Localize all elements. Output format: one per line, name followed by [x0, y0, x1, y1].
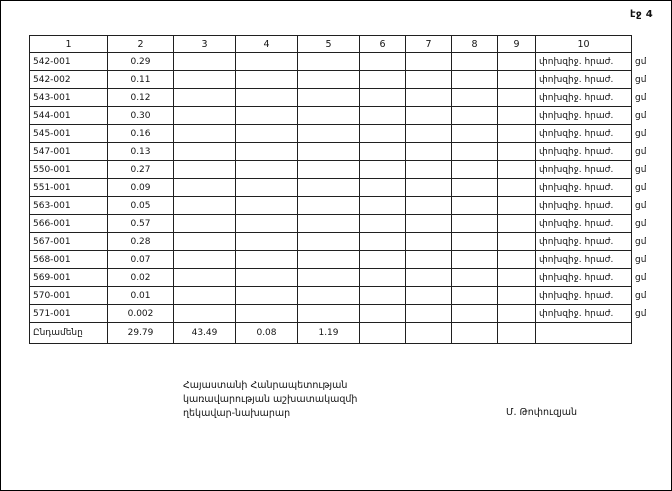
cell-col7 [406, 107, 452, 125]
cell-tail: ցմ [635, 254, 647, 265]
cell-col9 [498, 215, 536, 233]
cell-col9 [498, 251, 536, 269]
cell-col2: 0.29 [108, 53, 174, 71]
cell-col8 [452, 287, 498, 305]
cell-col5 [298, 143, 360, 161]
cell-col5 [298, 287, 360, 305]
cell-col4 [236, 179, 298, 197]
cell-col6 [360, 305, 406, 323]
table-row [30, 161, 647, 179]
cell-col5 [298, 53, 360, 71]
cell-col2: 0.05 [108, 197, 174, 215]
column-header-7: 7 [406, 36, 452, 53]
cell-col7 [406, 161, 452, 179]
total-col7 [406, 323, 452, 344]
cell-col7 [406, 143, 452, 161]
total-tail [632, 323, 647, 344]
cell-code: 547-001 [30, 143, 108, 161]
total-note [536, 323, 632, 344]
cell-note: փոխզիջ. հրաժ. [536, 197, 632, 215]
cell-col2: 0.02 [108, 269, 174, 287]
total-col5: 1.19 [298, 323, 360, 344]
cell-tail: ցմ [635, 56, 647, 67]
cell-col4 [236, 161, 298, 179]
cell-col7 [406, 179, 452, 197]
cell-col4 [236, 125, 298, 143]
cell-col9 [498, 161, 536, 179]
table-row [30, 143, 647, 161]
cell-col9 [498, 53, 536, 71]
cell-col2: 0.002 [108, 305, 174, 323]
cell-code: 569-001 [30, 269, 108, 287]
cell-col5 [298, 251, 360, 269]
cell-col3 [174, 71, 236, 89]
table-row [30, 215, 647, 233]
cell-col9 [498, 71, 536, 89]
cell-col6 [360, 53, 406, 71]
cell-col6 [360, 143, 406, 161]
cell-tail: ցմ [635, 164, 647, 175]
cell-col3 [174, 305, 236, 323]
cell-col2: 0.57 [108, 215, 174, 233]
cell-tail: ցմ [635, 308, 647, 319]
cell-col8 [452, 53, 498, 71]
cell-note: փոխզիջ. հրաժ. [536, 251, 632, 269]
cell-col4 [236, 71, 298, 89]
cell-col9 [498, 143, 536, 161]
footer-line-2: կառավարության աշխատակազմի [183, 394, 358, 405]
total-col6 [360, 323, 406, 344]
cell-col5 [298, 215, 360, 233]
cell-tail: ցմ [635, 74, 647, 85]
cell-col2: 0.12 [108, 89, 174, 107]
cell-tail: ցմ [635, 218, 647, 229]
cell-col9 [498, 125, 536, 143]
cell-code: 570-001 [30, 287, 108, 305]
cell-col3 [174, 251, 236, 269]
cell-col4 [236, 287, 298, 305]
cell-col7 [406, 287, 452, 305]
table-row [30, 305, 647, 323]
cell-col5 [298, 179, 360, 197]
cell-col8 [452, 215, 498, 233]
cell-note: փոխզիջ. հրաժ. [536, 179, 632, 197]
column-header-9: 9 [498, 36, 536, 53]
table-header-row [30, 36, 647, 53]
cell-note: փոխզիջ. հրաժ. [536, 287, 632, 305]
cell-col3 [174, 161, 236, 179]
cell-tail: ցմ [635, 92, 647, 103]
cell-tail: ցմ [635, 182, 647, 193]
cell-code: 543-001 [30, 89, 108, 107]
cell-code: 563-001 [30, 197, 108, 215]
cell-tail: ցմ [635, 272, 647, 283]
cell-col6 [360, 125, 406, 143]
cell-col5 [298, 89, 360, 107]
cell-tail: ցմ [635, 236, 647, 247]
cell-col3 [174, 107, 236, 125]
cell-code: 571-001 [30, 305, 108, 323]
table-row [30, 269, 647, 287]
table-row [30, 125, 647, 143]
data-table [29, 35, 647, 344]
cell-col2: 0.30 [108, 107, 174, 125]
cell-note: փոխզիջ. հրաժ. [536, 305, 632, 323]
cell-code: 550-001 [30, 161, 108, 179]
column-header-5: 5 [298, 36, 360, 53]
cell-col7 [406, 251, 452, 269]
cell-col4 [236, 305, 298, 323]
cell-col5 [298, 161, 360, 179]
cell-col8 [452, 305, 498, 323]
footer-line-3: ղեկավար-նախարար [183, 408, 291, 419]
cell-col5 [298, 197, 360, 215]
total-col4: 0.08 [236, 323, 298, 344]
cell-col7 [406, 89, 452, 107]
cell-code: 542-001 [30, 53, 108, 71]
cell-tail: ցմ [635, 290, 647, 301]
cell-col8 [452, 197, 498, 215]
cell-col6 [360, 161, 406, 179]
table-row [30, 53, 647, 71]
cell-col9 [498, 287, 536, 305]
cell-col6 [360, 251, 406, 269]
cell-note: փոխզիջ. հրաժ. [536, 161, 632, 179]
cell-col6 [360, 89, 406, 107]
total-col9 [498, 323, 536, 344]
cell-col8 [452, 71, 498, 89]
cell-note: փոխզիջ. հրաժ. [536, 233, 632, 251]
cell-code: 545-001 [30, 125, 108, 143]
cell-col2: 0.13 [108, 143, 174, 161]
footer-signature-block [183, 379, 357, 421]
cell-col7 [406, 305, 452, 323]
cell-col6 [360, 197, 406, 215]
table-row [30, 197, 647, 215]
cell-col7 [406, 233, 452, 251]
cell-col7 [406, 197, 452, 215]
cell-col4 [236, 215, 298, 233]
cell-col2: 0.27 [108, 161, 174, 179]
column-header-2: 2 [108, 36, 174, 53]
column-header-3: 3 [174, 36, 236, 53]
cell-code: 542-002 [30, 71, 108, 89]
cell-code: 551-001 [30, 179, 108, 197]
cell-col8 [452, 107, 498, 125]
table-row [30, 71, 647, 89]
cell-note: փոխզիջ. հրաժ. [536, 269, 632, 287]
table-row [30, 287, 647, 305]
cell-col5 [298, 107, 360, 125]
cell-tail: ցմ [635, 146, 647, 157]
cell-col9 [498, 305, 536, 323]
footer-line-1: Հայաստանի Հանրապետության [183, 380, 348, 391]
cell-col7 [406, 269, 452, 287]
cell-col6 [360, 179, 406, 197]
cell-col3 [174, 89, 236, 107]
cell-col7 [406, 71, 452, 89]
cell-col3 [174, 269, 236, 287]
cell-col2: 0.11 [108, 71, 174, 89]
cell-note: փոխզիջ. հրաժ. [536, 215, 632, 233]
cell-code: 566-001 [30, 215, 108, 233]
cell-col4 [236, 251, 298, 269]
cell-col4 [236, 143, 298, 161]
cell-tail: ցմ [635, 128, 647, 139]
cell-col2: 0.16 [108, 125, 174, 143]
cell-col5 [298, 269, 360, 287]
cell-col3 [174, 215, 236, 233]
table-row [30, 251, 647, 269]
signatory-name: Մ. Թոփուզյան [506, 407, 578, 418]
cell-tail: ցմ [635, 200, 647, 211]
cell-col4 [236, 89, 298, 107]
cell-col8 [452, 269, 498, 287]
cell-note: փոխզիջ. հրաժ. [536, 71, 632, 89]
cell-col7 [406, 53, 452, 71]
column-header-tail [632, 36, 647, 53]
cell-col8 [452, 179, 498, 197]
cell-col8 [452, 143, 498, 161]
cell-col3 [174, 143, 236, 161]
cell-col9 [498, 89, 536, 107]
cell-col9 [498, 269, 536, 287]
cell-col3 [174, 197, 236, 215]
table-row [30, 233, 647, 251]
cell-col6 [360, 287, 406, 305]
cell-col2: 0.01 [108, 287, 174, 305]
total-col8 [452, 323, 498, 344]
cell-col9 [498, 233, 536, 251]
cell-col8 [452, 161, 498, 179]
cell-note: փոխզիջ. հրաժ. [536, 53, 632, 71]
cell-col3 [174, 125, 236, 143]
cell-col9 [498, 179, 536, 197]
cell-col4 [236, 233, 298, 251]
column-header-4: 4 [236, 36, 298, 53]
cell-code: 567-001 [30, 233, 108, 251]
cell-note: փոխզիջ. հրաժ. [536, 89, 632, 107]
cell-col2: 0.28 [108, 233, 174, 251]
table-total-row [30, 323, 647, 344]
column-header-10: 10 [536, 36, 632, 53]
cell-col5 [298, 305, 360, 323]
cell-col2: 0.07 [108, 251, 174, 269]
cell-col7 [406, 215, 452, 233]
cell-col7 [406, 125, 452, 143]
cell-col5 [298, 125, 360, 143]
total-label: Ընդամենը [30, 323, 108, 344]
cell-note: փոխզիջ. հրաժ. [536, 143, 632, 161]
cell-col9 [498, 107, 536, 125]
cell-col6 [360, 71, 406, 89]
cell-col3 [174, 53, 236, 71]
cell-col6 [360, 233, 406, 251]
cell-col6 [360, 107, 406, 125]
cell-code: 544-001 [30, 107, 108, 125]
cell-col3 [174, 233, 236, 251]
table-row [30, 89, 647, 107]
cell-col5 [298, 233, 360, 251]
cell-col6 [360, 215, 406, 233]
column-header-8: 8 [452, 36, 498, 53]
cell-tail: ցմ [635, 110, 647, 121]
total-col3: 43.49 [174, 323, 236, 344]
column-header-1: 1 [30, 36, 108, 53]
cell-col4 [236, 197, 298, 215]
total-col2: 29.79 [108, 323, 174, 344]
table-row [30, 107, 647, 125]
cell-col3 [174, 179, 236, 197]
cell-col6 [360, 269, 406, 287]
cell-col8 [452, 251, 498, 269]
cell-col9 [498, 197, 536, 215]
cell-col4 [236, 53, 298, 71]
cell-col4 [236, 107, 298, 125]
cell-col4 [236, 269, 298, 287]
cell-note: փոխզիջ. հրաժ. [536, 125, 632, 143]
cell-code: 568-001 [30, 251, 108, 269]
cell-col8 [452, 125, 498, 143]
cell-col8 [452, 233, 498, 251]
cell-col2: 0.09 [108, 179, 174, 197]
cell-note: փոխզիջ. հրաժ. [536, 107, 632, 125]
page-number-label: էջ 4 [629, 9, 653, 20]
cell-col3 [174, 287, 236, 305]
table-row [30, 179, 647, 197]
cell-col5 [298, 71, 360, 89]
column-header-6: 6 [360, 36, 406, 53]
cell-col8 [452, 89, 498, 107]
